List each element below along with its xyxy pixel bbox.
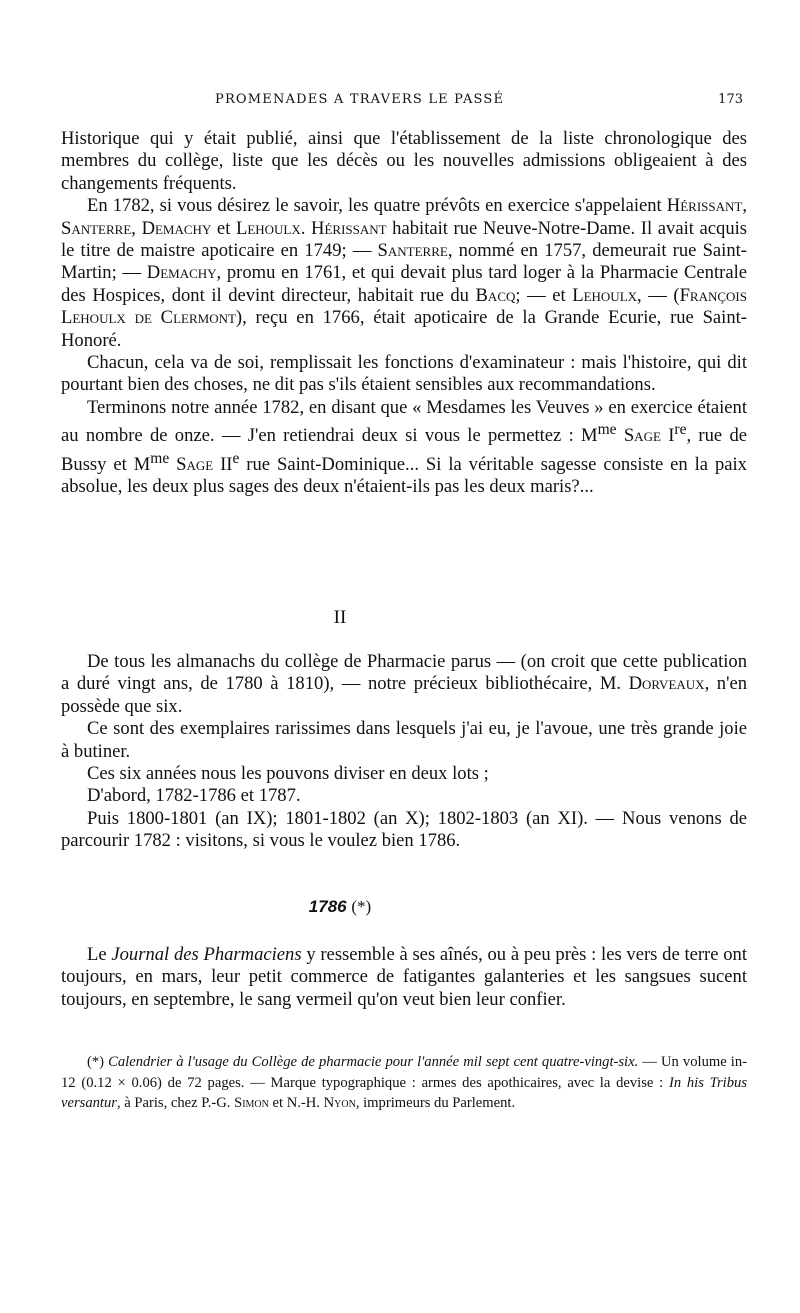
paragraph-widows: Terminons notre année 1782, en disant que « Mesdames les Veuves » en exercice étaient au nombre de onze. — J'en retiendrai deux si vous le permettez : $M^{me}$ Sage Ire, rue de Bussy et $M^{me}$ Sage IIe rue Saint-Dominique... Si la véritable sagesse consiste en la paix absolue, les deux plus sages des deux n'étaient-ils pas les deux maris?...: [61, 396, 747, 498]
name-herissant: Hérissant: [311, 217, 387, 239]
journal-title: Journal des Pharmaciens: [111, 944, 302, 965]
subsection-year: 1786: [308, 897, 347, 916]
paragraph-chronological-list: Historique qui y était publié, ainsi que l'établissement de la liste chronologique des membres du collège, liste que les décès ou les nouvelles admissions obligeaient à des changements fréquents.: [61, 128, 747, 194]
footnote-text: (*) Calendrier à l'usage du Collège de pharmacie pour l'année mil sept cent quatre-vingt-six. — Un volume in-12 (0.12 × 0.06) de 72 pages. — Marque typographique : armes des apothicaires, avec la devise : In his Tribus versantur, à Paris, chez P.-G. Simon et N.-H. Nyon, imprimeurs du Parlement.: [61, 1054, 747, 1112]
paragraph-journal: Le Journal des Pharmaciens y ressemble à ses aînés, ou à peu près : les vers de terre ont toujours, en mars, leur petit commerce de fatigantes galanteries et les sangsues sucent toujours, en septembre, le sang vermeil qu'on veut bien leur confier.: [61, 944, 747, 1010]
calendar-title: Calendrier à l'usage du Collège de pharmacie pour l'année mil sept cent quatre-vingt-six.: [108, 1054, 639, 1070]
name-sage: Sage: [623, 425, 661, 447]
paragraph-two-lots: Ces six années nous les pouvons diviser en deux lots ;: [87, 763, 489, 785]
paragraph-second-lot: Puis 1800-1801 (an IX); 1801-1802 (an X); 1802-1803 (an XI). — Nous venons de parcourir 1782 : visitons, si vous le voulez bien 1786.: [61, 807, 747, 852]
name-lehoulx: Lehoulx: [572, 284, 638, 306]
name-sage: Sage: [176, 454, 214, 476]
page-number: 173: [718, 92, 743, 107]
subsection-heading-1786: [0, 897, 680, 917]
name-simon: Simon: [234, 1095, 269, 1112]
running-header: [60, 92, 743, 114]
name-nyon: Nyon: [323, 1095, 356, 1112]
name-herissant: Hérissant: [666, 195, 743, 217]
section-heading: II: [333, 607, 347, 628]
text-block-2: [61, 651, 747, 853]
text-block-1: [61, 128, 747, 499]
paragraph-almanachs: De tous les almanachs du collège de Pharmacie parus — (on croit que cette publication a duré vingt ans, de 1780 à 1810), — notre précieux bibliothécaire, M. Dorveaux, n'en possède que six.: [61, 651, 748, 717]
footnote-mark: (*): [87, 1054, 105, 1070]
running-title: PROMENADES A TRAVERS LE PASSÉ: [215, 92, 505, 107]
motto: In his Tribus versantur: [61, 1074, 747, 1112]
name-santerre: Santerre: [61, 217, 132, 239]
name-santerre: Santerre: [377, 240, 448, 262]
footnote: [61, 1052, 747, 1114]
name-demachy: Demachy: [146, 262, 217, 284]
text-block-3: [61, 944, 747, 1011]
paragraph-first-lot: D'abord, 1782-1786 et 1787.: [87, 785, 301, 807]
name-bacq: Bacq: [475, 284, 516, 306]
paragraph-examiners: Chacun, cela va de soi, remplissait les fonctions d'examinateur : mais l'histoire, qui dit pourtant bien des choses, ne dit pas s'ils étaient sensibles aux recommandations.: [61, 352, 747, 396]
name-lehoulx: Lehoulx: [235, 217, 301, 239]
name-dorveaux: Dorveaux: [628, 673, 705, 695]
paragraph-rare-copies: Ce sont des exemplaires rarissimes dans lesquels j'ai eu, je l'avoue, une très grande joie à butiner.: [61, 718, 747, 762]
paragraph-provosts-1782: En 1782, si vous désirez le savoir, les quatre prévôts en exercice s'appelaient Hérissant, Santerre, Demachy et Lehoulx. Hérissant habitait rue Neuve-Notre-Dame. Il avait acquis le titre de maistre apoticaire en 1749; — Santerre, nommé en 1757, demeurait rue Saint-Martin; — Demachy, promu en 1761, et qui devait plus tard loger à la Pharmacie Centrale des Hospices, dont il devint directeur, habitait rue du Bacq; — et Lehoulx, — (François Lehoulx de Clermont), reçu en 1766, était apoticaire de la Grande Ecurie, rue Saint-Honoré.: [61, 195, 748, 351]
footnote-reference: (*): [351, 897, 372, 916]
name-demachy: Demachy: [141, 217, 212, 239]
name-francois-lehoulx: François Lehoulx de Clermont: [61, 284, 747, 329]
